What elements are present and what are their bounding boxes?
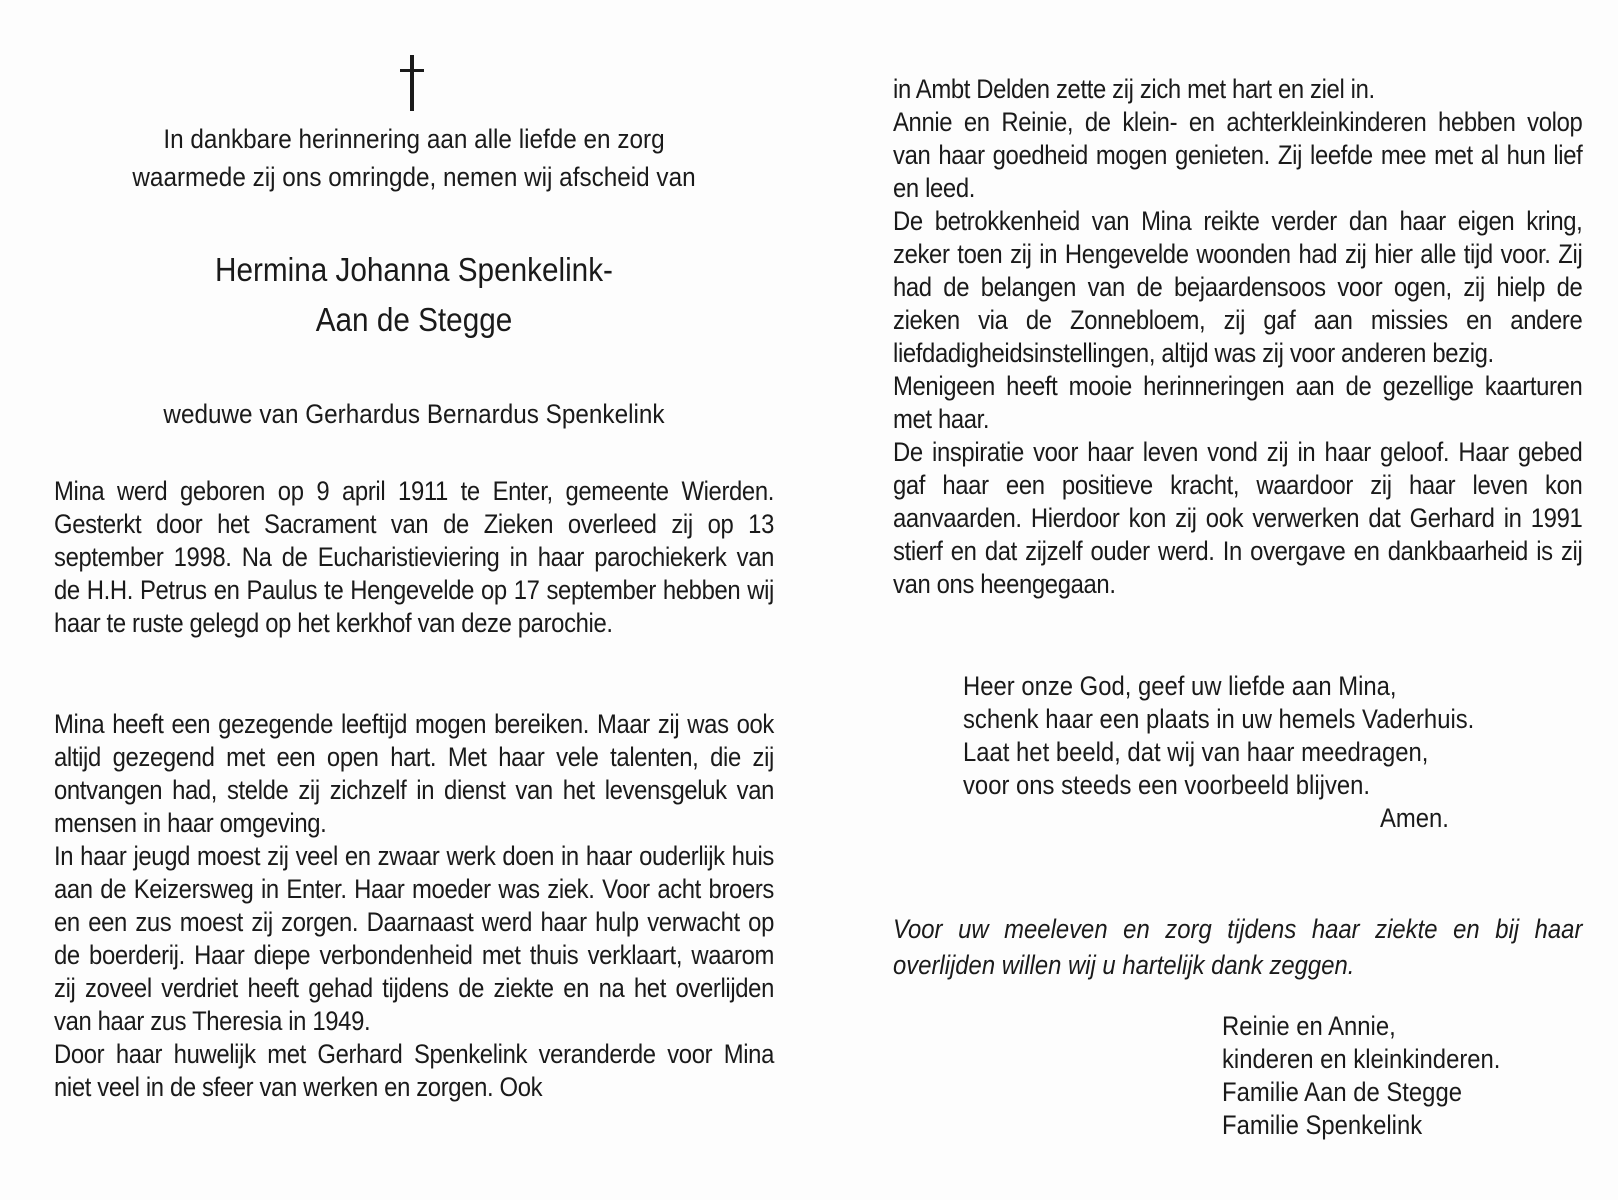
intro-text (90, 120, 738, 196)
paragraph: in Ambt Delden zette zij zich met hart en ziel in. (893, 74, 1375, 104)
paragraph: Mina werd geboren op 9 april 1911 te Enter, gemeente Wierden. Gesterkt door het Sacrament van de Zieken overleed zij op 13 september 1998. Na de Eucharistieviering in haar parochiekerk van de H.H. Petrus en Paulus te Hengevelde op 17 september hebben wij haar te ruste gelegd op het kerkhof van deze parochie. (54, 476, 774, 638)
signature-line: Familie Spenkelink (1222, 1110, 1423, 1140)
intro-line: waarmede zij ons omringde, nemen wij afscheid van (132, 162, 696, 192)
paragraph: Door haar huwelijk met Gerhard Spenkelink veranderde voor Mina niet veel in de sfeer van werken en zorgen. Ook (54, 1039, 774, 1102)
paragraph: In haar jeugd moest zij veel en zwaar werk doen in haar ouderlijk huis aan de Keizersweg in Enter. Haar moeder was ziek. Voor acht broers en een zus moest zij zorgen. Daarnaast werd haar hulp verwacht op de boerderij. Haar diepe verbondenheid met thuis verklaart, waarom zij zoveel verdriet heeft gehad tijdens de ziekte en na het overlijden van haar zus Theresia in 1949. (54, 841, 774, 1036)
prayer (963, 670, 1474, 802)
prayer-line: voor ons steeds een voorbeeld blijven. (963, 770, 1371, 800)
amen: Amen. (1380, 803, 1449, 833)
name-line: Hermina Johanna Spenkelink- (215, 251, 613, 288)
prayer-line: Heer onze God, geef uw liefde aan Mina, (963, 671, 1397, 701)
signature-line: Familie Aan de Stegge (1222, 1077, 1462, 1107)
intro-line: In dankbare herinnering aan alle liefde en zorg (163, 124, 665, 154)
right-column-paragraphs (893, 73, 1582, 601)
paragraph: Mina heeft een gezegende leeftijd mogen bereiken. Maar zij was ook altijd gezegend met een open hart. Met haar vele talenten, die zij ontvangen had, stelde zij zichzelf in dienst van het levensgeluk van mensen in haar omgeving. (54, 709, 774, 838)
birth-paragraph (54, 475, 774, 640)
name-line: Aan de Stegge (315, 301, 513, 338)
prayer-line: schenk haar een plaats in uw hemels Vaderhuis. (963, 704, 1475, 734)
paragraph: De inspiratie voor haar leven vond zij in haar geloof. Haar gebed gaf haar een positieve kracht, waardoor zij haar leven kon aanvaarden. Hierdoor kon zij ook verwerken dat Gerhard in 1991 stierf en dat zijzelf ouder werd. In overgave en dankbaarheid is zij van ons heengegaan. (893, 437, 1583, 599)
paragraph: Annie en Reinie, de klein- en achterkleinkinderen hebben volop van haar goedheid mogen genieten. Zij leefde mee met al hun lief en leed. (893, 107, 1583, 203)
paragraph: De betrokkenheid van Mina reikte verder dan haar eigen kring, zeker toen zij in Hengevelde woonden had zij hier alle tijd voor. Zij had de belangen van de bejaardensoos voor ogen, zij hielp de zieken via de Zonnebloem, zij gaf aan missies en andere liefdadigheidsinstellingen, altijd was zij voor anderen bezig. (893, 206, 1583, 368)
life-paragraphs (54, 708, 774, 1104)
paragraph: Menigeen heeft mooie herinneringen aan de gezellige kaarturen met haar. (893, 371, 1583, 434)
prayer-line: Laat het beeld, dat wij van haar meedragen, (963, 737, 1429, 767)
widow-line: weduwe van Gerhardus Bernardus Spenkelink (163, 399, 665, 429)
deceased-name (90, 245, 738, 345)
cross-icon (400, 55, 424, 111)
signature-line: kinderen en kleinkinderen. (1222, 1044, 1501, 1074)
signature-line: Reinie en Annie, (1222, 1011, 1396, 1041)
thanks-text: Voor uw meeleven en zorg tijdens haar ziekte en bij haar overlijden willen wij u hartelijk dank zeggen. (893, 914, 1583, 980)
signatures (1222, 1010, 1500, 1142)
